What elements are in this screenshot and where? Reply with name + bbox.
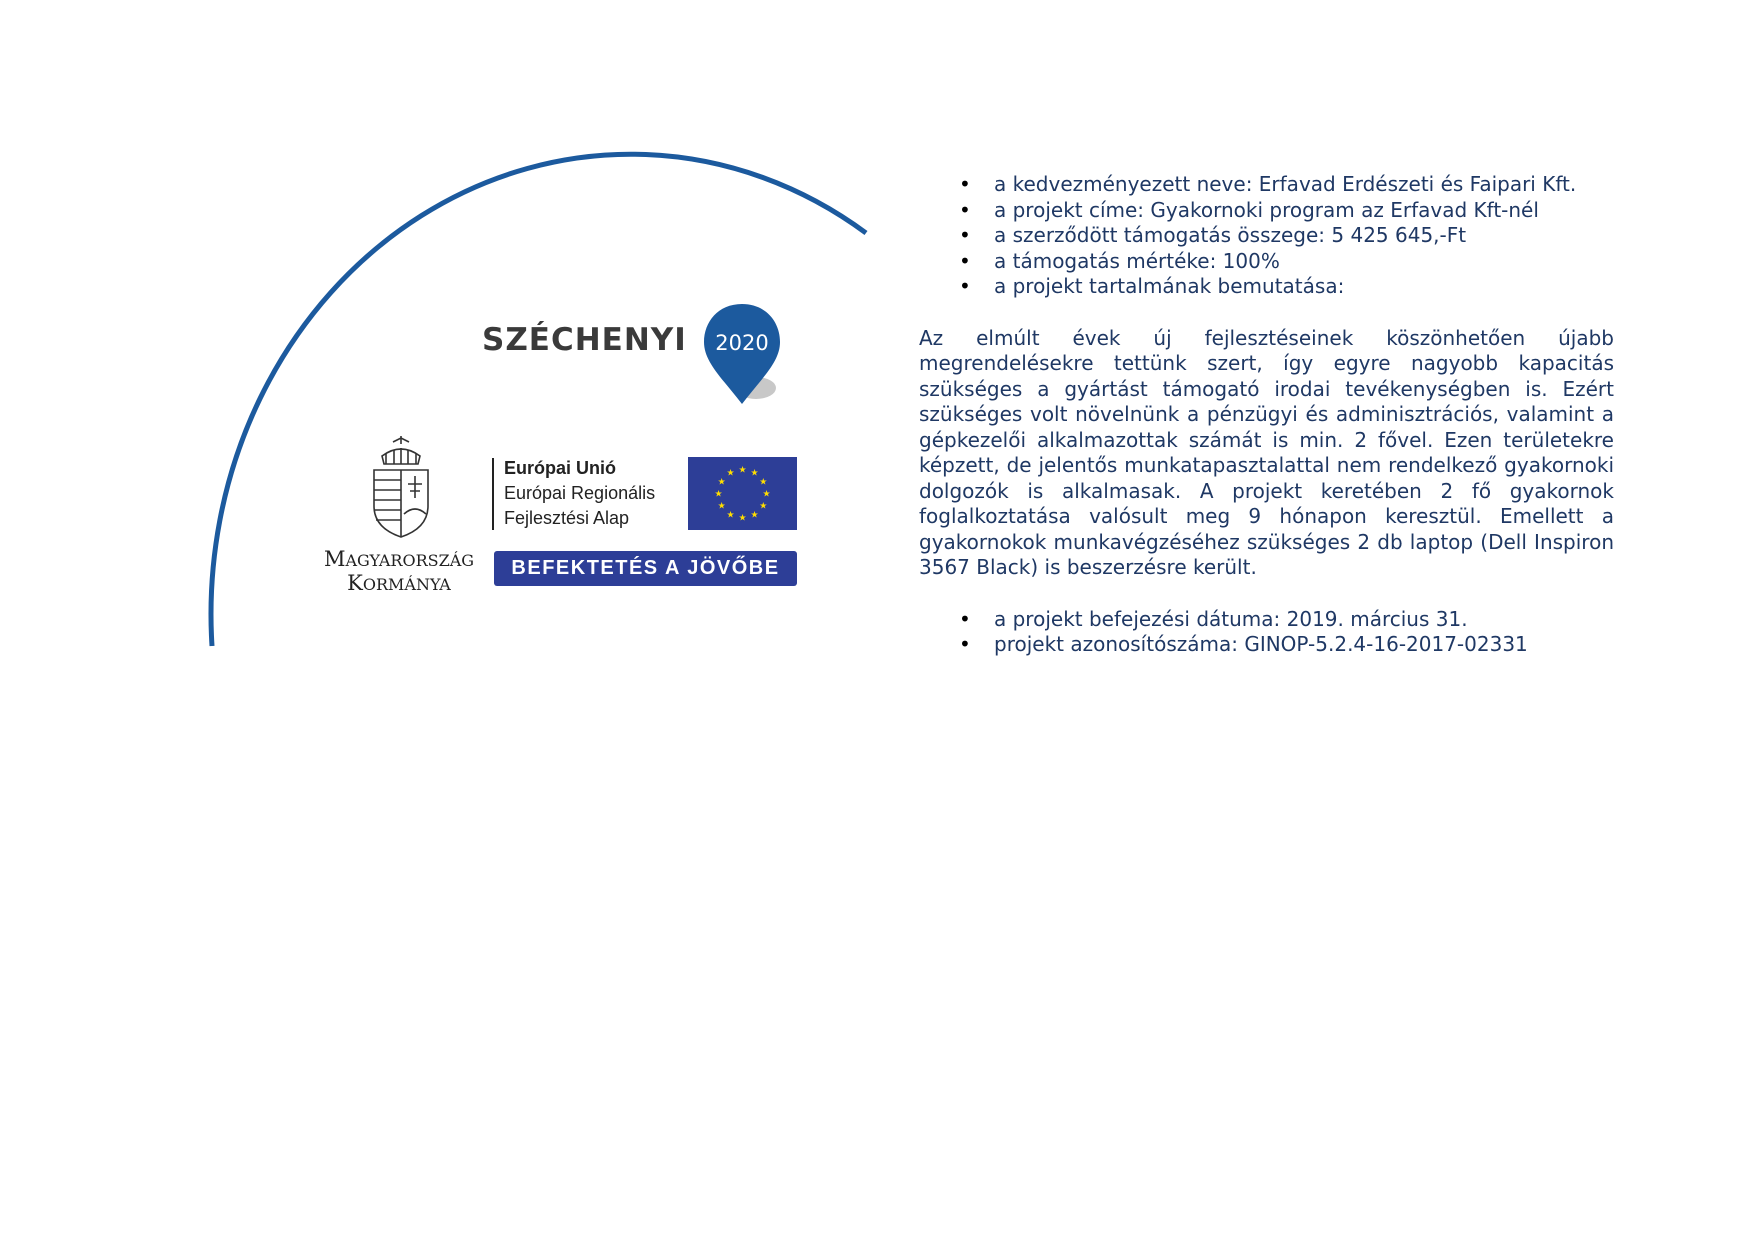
bullet-icon: • — [959, 223, 971, 247]
list-item — [919, 172, 1614, 198]
list-item — [919, 607, 1614, 633]
eu-divider — [492, 458, 494, 530]
eu-fund-line1: Európai Regionális — [504, 483, 656, 503]
list-item — [919, 223, 1614, 249]
list-item-text: projekt azonosítószáma: GINOP-5.2.4-16-2017-02331 — [994, 632, 1528, 656]
project-dates-list — [919, 607, 1614, 658]
list-item — [919, 274, 1614, 300]
list-item-text: a támogatás mértéke: 100% — [994, 248, 1280, 273]
eu-fund-text — [504, 456, 655, 531]
eu-star-icon: ★ — [717, 477, 726, 488]
list-item — [919, 198, 1614, 224]
eu-fund-line2: Fejlesztési Alap — [504, 508, 630, 528]
eu-flag-icon — [688, 457, 797, 530]
bullet-icon: • — [959, 197, 971, 222]
bullet-icon: • — [959, 606, 971, 631]
szechenyi-year: 2020 — [715, 331, 769, 355]
eu-star-icon: ★ — [726, 510, 735, 521]
list-item-text: a projekt címe: Gyakornoki program az Erfavad Kft-nél — [994, 197, 1539, 222]
investment-banner: BEFEKTETÉS A JÖVŐBE — [494, 551, 797, 586]
eu-star-icon: ★ — [726, 468, 735, 479]
bullet-icon: • — [959, 632, 971, 656]
list-item-text: a kedvezményezett neve: Erfavad Erdészeti és Faipari Kft. — [994, 172, 1577, 196]
szechenyi-logo-text: SZÉCHENYI — [482, 322, 687, 358]
list-item — [919, 249, 1614, 275]
eu-star-icon: ★ — [714, 489, 723, 500]
eu-star-icon: ★ — [738, 513, 747, 524]
coat-of-arms-icon — [368, 436, 434, 539]
list-item-text: a projekt tartalmának bemutatása: — [994, 274, 1345, 298]
bullet-icon: • — [959, 274, 971, 298]
list-item — [919, 632, 1614, 658]
project-description: Az elmúlt évek új fejlesztéseinek köszönhetően újabb megrendelésekre tettünk szert, így egyre nagyobb kapacitás szükséges a gyártást támogató irodai tevékenységben is. Ezért szükséges volt növelnünk a pénzügyi és adminisztrációs, valamint a gépkezelői alkalmazottak számát is min. 2 fővel. Ezen területekre képzett, de jelentős munkatapasztalattal nem rendelkező gyakornoki dolgozók is alkalmasak. A projekt keretében 2 fő gyakornok foglalkoztatása valósult meg 9 hónapon keresztül. Emellett a gyakornokok munkavégzéséhez szükséges 2 db laptop (Dell Inspiron 3567 Black) is beszerzésre került. — [919, 325, 1614, 579]
eu-star-icon: ★ — [759, 501, 768, 512]
eu-star-icon: ★ — [750, 510, 759, 521]
eu-star-icon: ★ — [759, 477, 768, 488]
bullet-icon: • — [959, 248, 971, 273]
eu-name: Európai Unió — [504, 458, 616, 478]
project-info — [919, 172, 1614, 658]
bullet-icon: • — [959, 172, 971, 196]
project-details-list — [919, 172, 1614, 300]
government-logo-text: MAGYARORSZÁG KORMÁNYA — [323, 547, 475, 595]
list-item-text: a projekt befejezési dátuma: 2019. március 31. — [994, 606, 1468, 631]
list-item-text: a szerződött támogatás összege: 5 425 645,-Ft — [994, 223, 1467, 247]
eu-star-icon: ★ — [717, 501, 726, 512]
eu-star-icon: ★ — [762, 489, 771, 500]
eu-star-icon: ★ — [738, 465, 747, 476]
szechenyi-2020-pin-icon — [700, 300, 790, 410]
eu-star-icon: ★ — [750, 468, 759, 479]
